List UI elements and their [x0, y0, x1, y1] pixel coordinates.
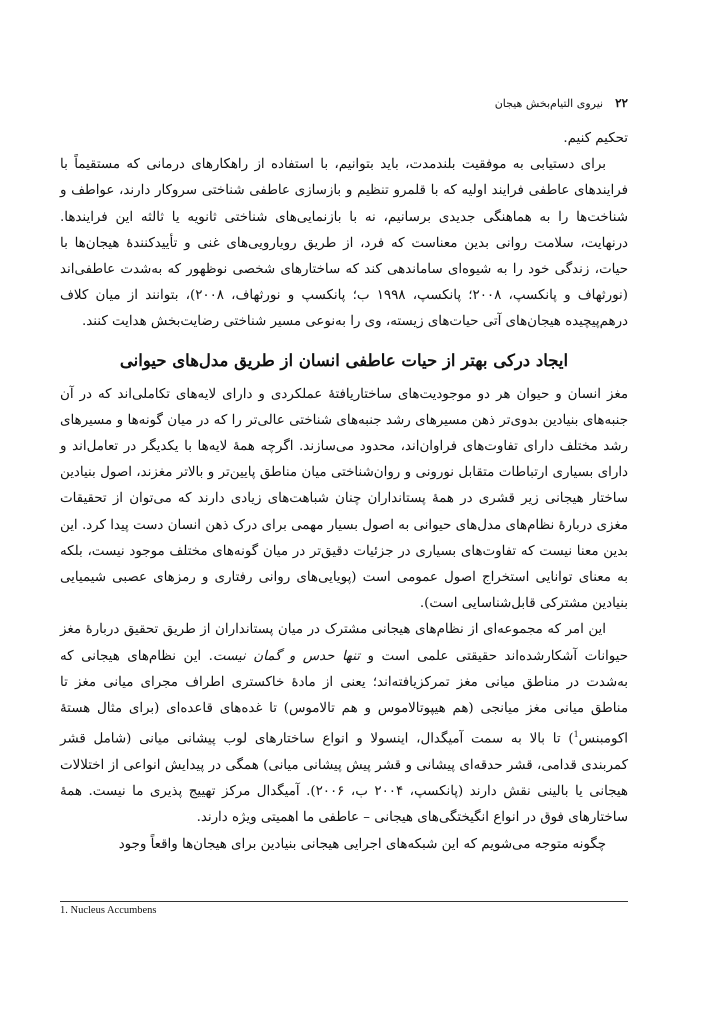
paragraph-3 [60, 617, 628, 831]
emphasis-text: تنها حدس و گمان نیست [212, 648, 360, 664]
footnote: 1. Nucleus Accumbens [60, 905, 157, 916]
paragraph-3-part-c: ) تا بالا به سمت آمیگدال، اینسولا و انواع ساختارهای لوب پیشانی میانی (شامل قشر کمربندی قدامی، قشر حدقه‌ای پیشانی و قشر پیش پیشانی میانی) همگی در پیدایش انواعی از اختلالات هیجانی یا بالینی نقش دارند (پانکسپ، ۲۰۰۴ ب، ۲۰۰۶). آمیگدال مرکز تهییج پذیری ما نیست. همهٔ ساختارهای فوق در انواع انگیختگی‌های هیجانی – عاطفی ما اهمیتی ویژه دارند. [60, 731, 628, 826]
footnote-divider [60, 901, 628, 902]
body-text [60, 126, 628, 858]
paragraph-1: برای دستیابی به موفقیت بلندمدت، باید بتوانیم، با استفاده از راهکارهای درمانی که مستقیماً با فرایندهای عاطفی فرایند اولیه که با قلمرو تنظیم و بازسازی عاطفی شناختی سروکار دارند، عواطف و شناخت‌ها را به هماهنگی جدیدی برسانیم، نه با بازنمایی‌های شناختی ثانویه یا ثالثه این فرایندها. درنهایت، سلامت روانی بدین معناست که فرد، از طریق رویارویی‌های غنی و تأییدکنندهٔ هیجان‌ها با حیات، زندگی خود را به شیوه‌ای ساماندهی کند که ساختارهای شخصی نوظهور که به‌شدت عاطفی‌اند (نورثهاف و پانکسپ، ۲۰۰۸؛ پانکسپ، ۱۹۹۸ ب؛ پانکسپ و نورثهاف، ۲۰۰۸)، بتوانند از میان کلاف درهم‌پیچیده هیجان‌های آتی حیات‌های زیسته، وی را به‌نوعی مسیر شناختی رضایت‌بخش هدایت کنند. [60, 157, 628, 330]
paragraph-continuation: تحکیم کنیم. [563, 131, 628, 146]
paragraph-3-part-b: . این نظام‌های هیجانی که به‌شدت در مناطق میانی مغز تمرکزیافته‌اند؛ یعنی از مادهٔ خاکستری اطراف مجرای میانی مغز تا مناطق میانی مغز میانجی (هم هیپوتالاموس و هم تالاموس) تا غده‌های قاعده‌ای (برای مثال هستهٔ اکومبنس [60, 648, 628, 747]
paragraph-4: چگونه متوجه می‌شویم که این شبکه‌های اجرایی هیجانی بنیادین برای هیجان‌ها واقعاً وجود [118, 836, 606, 852]
page-number: ۲۲ [615, 96, 628, 110]
footnote-marker: 1 [573, 730, 579, 740]
running-title: نیروی التیام‌بخش هیجان [494, 97, 604, 110]
paragraph-3-part-a: این امر که مجموعه‌ای از نظام‌های هیجانی مشترک در میان پستانداران از طریق تحقیق دربارهٔ مغز حیوانات آشکارشده‌اند حقیقتی علمی است و [60, 622, 628, 664]
section-heading: ایجاد درکی بهتر از حیات عاطفی انسان از طریق مدل‌های حیوانی [119, 350, 569, 370]
paragraph-2: مغز انسان و حیوان هر دو موجودیت‌های ساختاریافتهٔ عملکردی و دارای لایه‌های تکاملی‌اند که در آن جنبه‌های بنیادین بدوی‌تر ذهن مسیرهای رشد جنبه‌های شناختی عالی‌تر را که در میان گونه‌ها و مسیرهای رشد مختلف دارای تفاوت‌های فراوان‌اند، محدود می‌سازند. اگرچه همهٔ لایه‌ها با یکدیگر در تعامل‌اند و دارای بسیاری ارتباطات متقابل نورونی و روان‌شناختی میان مناطق پایین‌تر و بالاتر مغزند، اصول بنیادین ساختار هیجانی زیر قشری در همهٔ پستانداران چنان شباهت‌های زیادی دارند که می‌توان از تحقیقات مغزی دربارهٔ نظام‌های مدل‌های حیوانی به اصول بسیار مهمی برای درک ذهن انسان دست پیدا کرد. این بدین معنا نیست که تفاوت‌های بسیاری در جزئیات دقیق‌تر در میان گونه‌های مختلف موجود نیست، بلکه به معنای توانایی استخراج اصول عمومی است (پویایی‌های روانی رفتاری و رمزهای عصبی شیمیایی بنیادین مشترکی قابل‌شناسایی است). [60, 386, 628, 612]
running-header [60, 96, 628, 110]
